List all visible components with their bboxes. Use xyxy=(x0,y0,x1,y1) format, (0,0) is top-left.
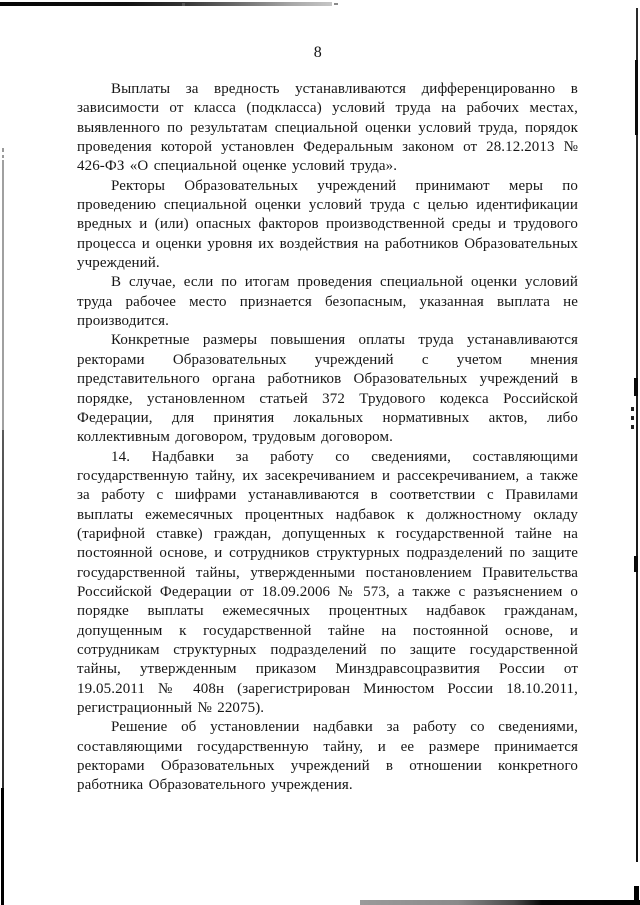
scan-artifact-right-blob xyxy=(634,378,638,396)
paragraph-item-14-state-secret: 14. Надбавки за работу со сведениями, составляющими государственную тайну, их засекречиванием и рассекречиванием, а также за работу с шифрами устанавливаются в соответствии с Правилами выплаты ежемесячных процентных надбавок к должностному окладу (тарифной ставке) граждан, допущенных к государственной тайне на постоянной основе, и сотрудников структурных подразделений по защите государственной тайны, утвержденными постановлением Правительства Российской Федерации от 18.09.2006 № 573, а также с разъяснением о порядке выплаты ежемесячных процентных надбавок гражданам, допущенным к государственной тайне на постоянной основе, и сотрудникам структурных подразделений по защите государственной тайны, утвержденным приказом Минздравсоцразвития России от 19.05.2011 № 408н (зарегистрирован Минюстом России 18.10.2011, регистрационный № 22075). xyxy=(77,448,578,716)
scan-artifact-left-edge-line xyxy=(2,160,4,430)
scan-artifact-top-bar xyxy=(0,2,332,6)
scan-artifact-right-blob xyxy=(635,60,638,135)
scan-artifact-bottom-bar xyxy=(360,900,640,905)
document-body-text xyxy=(77,80,578,796)
scan-artifact-top-dot xyxy=(334,3,338,5)
scan-artifact-bottom-right-corner xyxy=(634,886,639,904)
scan-artifact-left-dash xyxy=(2,148,4,152)
scan-artifact-left-dash xyxy=(2,155,4,158)
scan-artifact-right-dash xyxy=(631,425,634,429)
scan-artifact-right-edge-line xyxy=(636,8,638,862)
paragraph-nadbavka-decision: Решение об установлении надбавки за работу со сведениями, составляющими государственную тайну, и ее размере принимается ректорами Образовательных учреждений в отношении конкретного работника Образовательного учреждения. xyxy=(77,719,578,794)
scan-artifact-left-edge-line xyxy=(2,430,4,788)
scan-artifact-left-edge-line xyxy=(1,788,4,905)
scan-artifact-right-dash xyxy=(631,407,634,411)
paragraph-vrednost-payments: Выплаты за вредность устанавливаются дифференцированно в зависимости от класса (подкласса) условий труда на рабочих местах, выявленного по результатам специальной оценки условий труда, порядок проведения которой установлен Федеральным законом от 28.12.2013 № 426-ФЗ «О специальной оценке условий труда». xyxy=(77,81,578,175)
scan-artifact-right-blob xyxy=(634,556,638,572)
scan-artifact-right-dash xyxy=(631,416,634,420)
scan-artifact-top-dot xyxy=(182,3,185,6)
paragraph-concrete-sizes: Конкретные размеры повышения оплаты труда устанавливаются ректорами Образовательных учреждений с учетом мнения представительного органа работников Образовательных учреждений в порядке, установленном статьей 372 Трудового кодекса Российской Федерации, для принятия локальных нормативных актов, либо коллективным договором, трудовым договором. xyxy=(77,332,578,446)
paragraph-safe-workplace: В случае, если по итогам проведения специальной оценки условий труда рабочее место признается безопасным, указанная выплата не производится. xyxy=(77,274,578,330)
page-number: 8 xyxy=(313,44,323,61)
paragraph-rectors-measures: Ректоры Образовательных учреждений принимают меры по проведению специальной оценки условий труда с целью идентификации вредных и (или) опасных факторов производственной среды и трудового процесса и оценки уровня их воздействия на работников Образовательных учреждений. xyxy=(77,177,578,272)
